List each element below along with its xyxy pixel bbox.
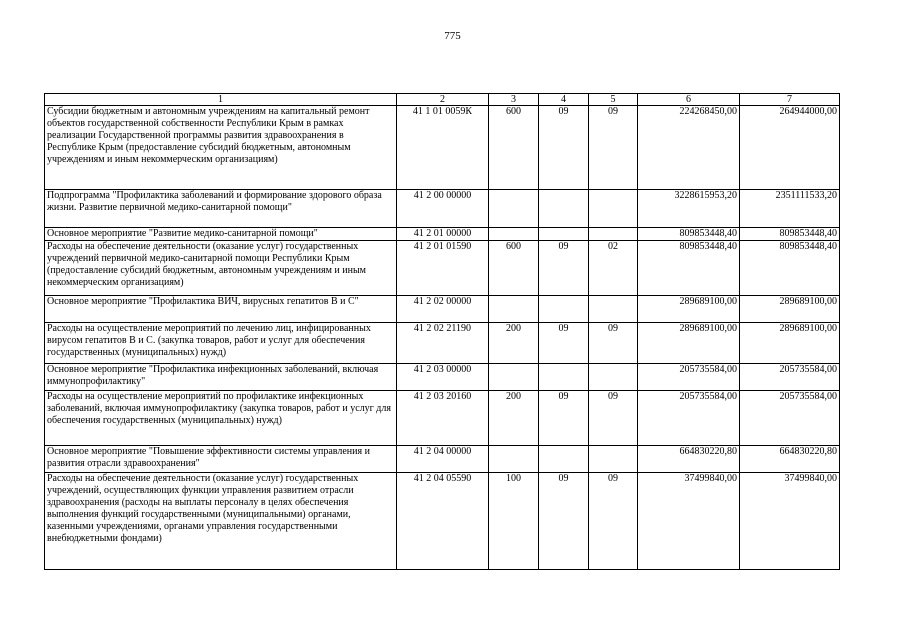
row-sum-2: 2351111533,20	[740, 190, 840, 228]
row-name: Основное мероприятие "Повышение эффективности системы управления и развития отрасли здравоохранения"	[45, 446, 397, 473]
row-pr	[589, 364, 638, 391]
table-row	[45, 473, 840, 570]
row-vr	[489, 228, 539, 241]
row-sum-2: 664830220,80	[740, 446, 840, 473]
row-name: Подпрограмма "Профилактика заболеваний и формирование здорового образа жизни. Развитие первичной медико-санитарной помощи"	[45, 190, 397, 228]
row-rz: 09	[539, 323, 589, 364]
row-name: Расходы на обеспечение деятельности (оказание услуг) государственных учреждений первичной медико-санитарной помощи Республики Крым (предоставление субсидий бюджетным, автономным учреждениям и иным некоммерческим организациям)	[45, 241, 397, 296]
row-sum-1: 289689100,00	[638, 296, 740, 323]
row-sum-2: 205735584,00	[740, 364, 840, 391]
row-sum-2: 205735584,00	[740, 391, 840, 446]
row-rz	[539, 364, 589, 391]
table-row	[45, 106, 840, 190]
row-sum-1: 224268450,00	[638, 106, 740, 190]
row-code: 41 2 02 00000	[397, 296, 489, 323]
column-header: 3	[489, 94, 539, 106]
table-row	[45, 190, 840, 228]
table-header-row	[45, 94, 840, 106]
row-vr: 200	[489, 323, 539, 364]
row-rz: 09	[539, 241, 589, 296]
column-header: 6	[638, 94, 740, 106]
row-pr: 09	[589, 323, 638, 364]
column-header: 1	[45, 94, 397, 106]
row-sum-1: 37499840,00	[638, 473, 740, 570]
page-number: 775	[444, 30, 461, 42]
row-pr	[589, 228, 638, 241]
row-vr: 600	[489, 106, 539, 190]
table-row	[45, 391, 840, 446]
row-vr: 600	[489, 241, 539, 296]
row-code: 41 2 03 20160	[397, 391, 489, 446]
table-row	[45, 296, 840, 323]
row-sum-1: 289689100,00	[638, 323, 740, 364]
row-rz: 09	[539, 391, 589, 446]
table-row	[45, 241, 840, 296]
table-row	[45, 228, 840, 241]
row-pr	[589, 296, 638, 323]
row-pr: 02	[589, 241, 638, 296]
row-sum-2: 289689100,00	[740, 296, 840, 323]
row-sum-1: 809853448,40	[638, 228, 740, 241]
row-pr	[589, 446, 638, 473]
row-rz	[539, 190, 589, 228]
row-vr	[489, 364, 539, 391]
row-name: Расходы на осуществление мероприятий по лечению лиц, инфицированных вирусом гепатитов В и С. (закупка товаров, работ и услуг для обеспечения государственных (муниципальных) нужд)	[45, 323, 397, 364]
row-vr: 200	[489, 391, 539, 446]
row-code: 41 1 01 0059К	[397, 106, 489, 190]
column-header: 5	[589, 94, 638, 106]
row-sum-1: 3228615953,20	[638, 190, 740, 228]
row-sum-2: 809853448,40	[740, 241, 840, 296]
row-name: Основное мероприятие "Профилактика инфекционных заболеваний, включая иммунопрофилактику"	[45, 364, 397, 391]
row-vr	[489, 296, 539, 323]
column-header: 7	[740, 94, 840, 106]
row-pr: 09	[589, 391, 638, 446]
row-code: 41 2 03 00000	[397, 364, 489, 391]
row-code: 41 2 04 05590	[397, 473, 489, 570]
row-pr: 09	[589, 106, 638, 190]
column-header: 2	[397, 94, 489, 106]
table-row	[45, 446, 840, 473]
row-sum-1: 809853448,40	[638, 241, 740, 296]
row-code: 41 2 01 00000	[397, 228, 489, 241]
row-code: 41 2 04 00000	[397, 446, 489, 473]
row-code: 41 2 01 01590	[397, 241, 489, 296]
table-row	[45, 364, 840, 391]
row-name: Основное мероприятие "Развитие медико-санитарной помощи"	[45, 228, 397, 241]
row-vr: 100	[489, 473, 539, 570]
row-sum-1: 205735584,00	[638, 391, 740, 446]
row-code: 41 2 00 00000	[397, 190, 489, 228]
row-code: 41 2 02 21190	[397, 323, 489, 364]
column-header: 4	[539, 94, 589, 106]
row-name: Основное мероприятие "Профилактика ВИЧ, вирусных гепатитов В и С"	[45, 296, 397, 323]
row-name: Расходы на осуществление мероприятий по профилактике инфекционных заболеваний, включая иммунопрофилактику (закупка товаров, работ и услуг для обеспечения государственных (муниципальных) нужд)	[45, 391, 397, 446]
row-name: Расходы на обеспечение деятельности (оказание услуг) государственных учреждений, осуществляющих функции управления развитием отрасли здравоохранения (расходы на выплаты персоналу в целях обеспечения выполнения функций государственными (муниципальными) органами, казенными учреждениями, органами управления государственными внебюджетными фондами)	[45, 473, 397, 570]
row-sum-1: 664830220,80	[638, 446, 740, 473]
row-rz: 09	[539, 106, 589, 190]
budget-table	[44, 93, 840, 570]
row-sum-1: 205735584,00	[638, 364, 740, 391]
row-pr: 09	[589, 473, 638, 570]
row-rz	[539, 296, 589, 323]
row-pr	[589, 190, 638, 228]
row-vr	[489, 446, 539, 473]
row-sum-2: 264944000,00	[740, 106, 840, 190]
row-rz: 09	[539, 473, 589, 570]
row-sum-2: 289689100,00	[740, 323, 840, 364]
row-name: Субсидии бюджетным и автономным учреждениям на капитальный ремонт объектов государственной собственности Республики Крым в рамках реализации Государственной программы развития здравоохранения в Республике Крым (предоставление субсидий бюджетным, автономным учреждениям и иным некоммерческим организациям)	[45, 106, 397, 190]
row-rz	[539, 446, 589, 473]
row-vr	[489, 190, 539, 228]
table-row	[45, 323, 840, 364]
row-rz	[539, 228, 589, 241]
row-sum-2: 37499840,00	[740, 473, 840, 570]
row-sum-2: 809853448,40	[740, 228, 840, 241]
